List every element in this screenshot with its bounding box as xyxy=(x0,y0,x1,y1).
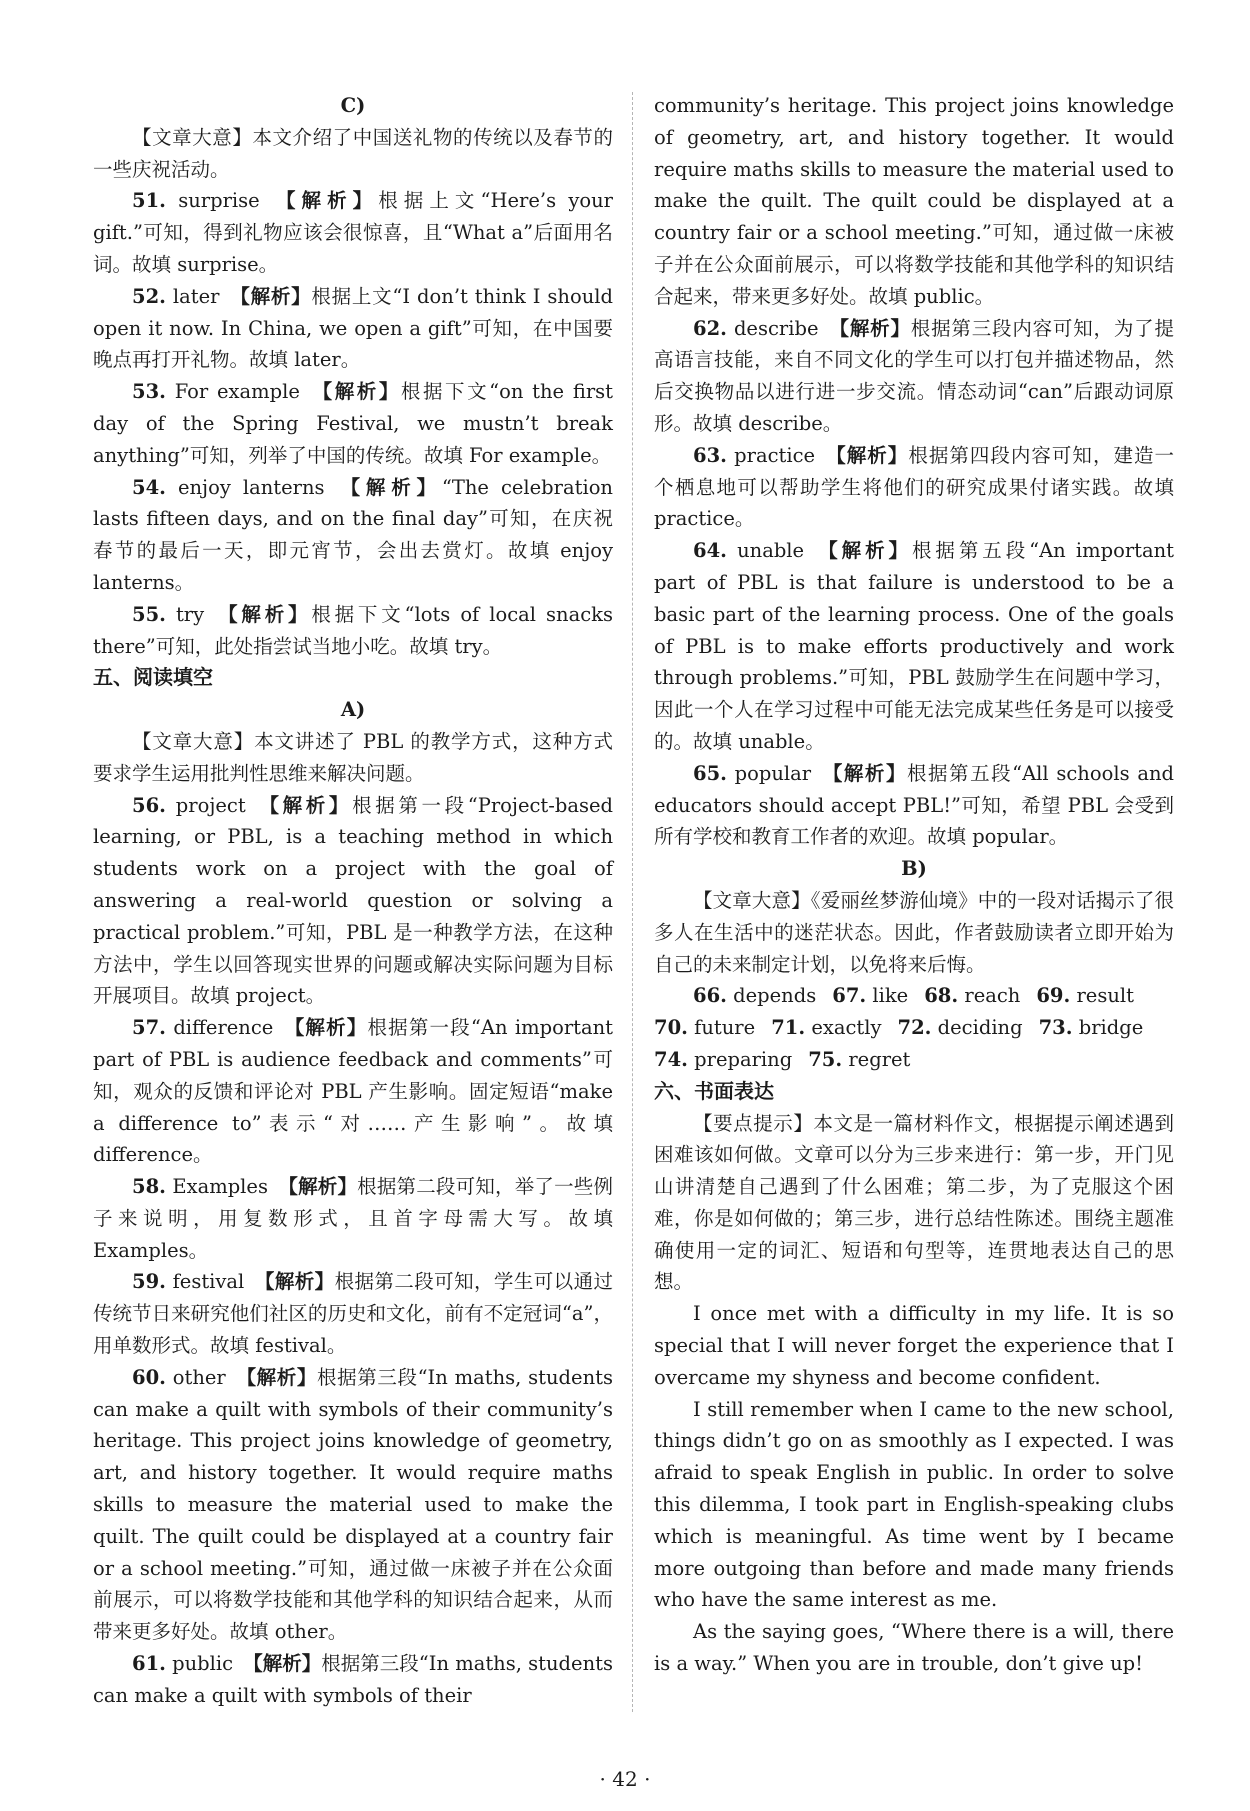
answer-item xyxy=(654,535,1174,758)
answer-pair xyxy=(924,984,1020,1007)
answer-word: regret xyxy=(848,1047,911,1071)
section-6-title: 六、书面表达 xyxy=(654,1078,774,1103)
answer-number: 62. xyxy=(693,316,727,340)
answer-word: enjoy lanterns xyxy=(177,475,325,499)
answer-item xyxy=(93,1266,613,1361)
answer-item xyxy=(93,1012,613,1171)
answer-item xyxy=(654,313,1174,440)
analysis-tag: 【解析】 xyxy=(284,1016,368,1040)
answer-word: practice xyxy=(734,443,816,467)
section-a-answers-continued xyxy=(654,313,1174,854)
section-5-title: 五、阅读填空 xyxy=(93,665,213,690)
analysis-text: 根据第四段内容可知，建造一个栖息地可以帮助学生将他们的研究成果付诸实践。故填 practice。 xyxy=(654,443,1174,531)
answer-pair xyxy=(898,1016,1023,1039)
answer-word: deciding xyxy=(937,1016,1023,1040)
answer-word: try xyxy=(175,602,205,626)
answer-word: public xyxy=(172,1652,234,1676)
answer-word: bridge xyxy=(1078,1016,1144,1040)
essay-paragraph: As the saying goes, “Where there is a will, there is a way.” When you are in trouble, don’t give up! xyxy=(654,1620,1174,1676)
analysis-tag: 【解析】 xyxy=(218,602,312,626)
answer-number: 59. xyxy=(132,1270,166,1294)
answer-pair xyxy=(654,1016,755,1039)
analysis-tag: 【解析】 xyxy=(340,475,442,499)
analysis-tag: 【解析】 xyxy=(254,1270,335,1294)
analysis-tag: 【解析】 xyxy=(826,443,909,467)
answer-number: 55. xyxy=(132,602,166,626)
answer-number: 57. xyxy=(132,1016,166,1040)
answer-word: like xyxy=(872,984,909,1008)
answer-word: festival xyxy=(172,1270,245,1294)
answer-number: 72. xyxy=(897,1016,932,1040)
page-number: · 42 · xyxy=(599,1767,651,1791)
analysis-tag: 【解析】 xyxy=(818,539,912,563)
answer-number: 71. xyxy=(771,1016,806,1040)
answer-word: unable xyxy=(737,539,805,563)
essay-paragraph: I once met with a difficulty in my life. It is so special that I will never forget the experience that I overcame my shyness and become confident. xyxy=(654,1302,1174,1389)
answer-number: 60. xyxy=(132,1365,166,1389)
answer-number: 67. xyxy=(832,984,867,1008)
analysis-tag: 【解析】 xyxy=(275,189,379,213)
analysis-text: 根据第二段可知，举了一些例子来说明，用复数形式，且首字母需大写。故填 Examples。 xyxy=(93,1175,613,1262)
answer-word: surprise xyxy=(178,189,260,213)
answer-item xyxy=(93,376,613,471)
analysis-tag: 【解析】 xyxy=(822,761,907,785)
answer-item xyxy=(93,599,613,663)
analysis-text: 根据第三段内容可知，为了提高语言技能，来自不同文化的学生可以打包并描述物品，然后交换物品以进行进一步交流。情态动词“can”后跟动词原形。故填 describe。 xyxy=(654,316,1174,435)
answer-row xyxy=(654,1044,1174,1076)
answer-word: other xyxy=(172,1365,226,1389)
answer-number: 74. xyxy=(654,1047,688,1071)
section-b-answers xyxy=(654,980,1174,1075)
analysis-tag: 【解析】 xyxy=(829,316,911,340)
analysis-text: 根据上文“Here’s your gift.”可知，得到礼物应该会很惊喜，且“What a”后面用名词。故填 surprise。 xyxy=(93,189,613,276)
analysis-text: 根据第二段可知，学生可以通过传统节日来研究他们社区的历史和文化，前有不定冠词“a”，用单数形式。故填 festival。 xyxy=(93,1270,613,1358)
answer-word: describe xyxy=(733,316,819,340)
answer-number: 53. xyxy=(132,380,166,404)
section-c-answers xyxy=(93,185,613,662)
analysis-text: 根据下文“on the first day of the Spring Festival, we mustn’t break anything”可知，列举了中国的传统。故填 For example。 xyxy=(93,380,614,467)
answer-number: 61. xyxy=(132,1652,166,1676)
answer-word: exactly xyxy=(811,1016,882,1040)
essay-paragraph: I still remember when I came to the new school, things didn’t go on as smoothly as I expected. I was afraid to speak English in public. In order to solve this dilemma, I took part in English-speaking clubs which is meaningful. As time went by I became more outgoing than before and made many friends who have the same interest as me. xyxy=(654,1397,1174,1612)
left-column xyxy=(93,90,613,1712)
answer-number: 75. xyxy=(808,1047,843,1071)
analysis-tag: 【解析】 xyxy=(243,1652,322,1676)
answer-word: preparing xyxy=(694,1047,793,1071)
answer-word: difference xyxy=(173,1016,274,1040)
model-essay xyxy=(654,1298,1174,1680)
answer-word: reach xyxy=(964,984,1021,1008)
section-a-answers xyxy=(93,790,613,1712)
section-c-heading: C) xyxy=(340,94,366,117)
answer-pair xyxy=(1039,1016,1144,1039)
answer-number: 52. xyxy=(132,284,166,308)
answer-number: 54. xyxy=(132,475,166,499)
answer-number: 69. xyxy=(1036,984,1071,1008)
answer-word: later xyxy=(172,284,220,308)
section-b-heading: B) xyxy=(901,857,927,881)
answer-item xyxy=(93,185,613,280)
answer-number: 56. xyxy=(132,793,166,817)
answer-item xyxy=(93,281,613,376)
answer-item xyxy=(93,1171,613,1266)
answer-word: project xyxy=(175,793,246,817)
analysis-text: 根据第一段“Project-based learning, or PBL, is a teaching method in which students work on a project with the goal of answering a real-world question or solving a practical problem.”可知，PBL 是一种教学方法，在这种方法中，学生以回答现实世界的问题或解决实际问题为目标开展项目。故填 project。 xyxy=(93,793,613,1008)
writing-tips: 【要点提示】本文是一篇材料作文，根据提示阐述遇到困难该如何做。文章可以分为三步来进行：第一步，开门见山讲清楚自己遇到了什么困难；第二步，为了克服这个困难，你是如何做的；第三步，进行总结性陈述。围绕主题准确使用一定的词汇、短语和句型等，连贯地表达自己的思想。 xyxy=(654,1111,1174,1294)
answer-number: 64. xyxy=(693,539,727,563)
answer-number: 70. xyxy=(654,1016,688,1040)
answer-number: 73. xyxy=(1038,1016,1073,1040)
right-column xyxy=(654,90,1174,1680)
section-b-summary: 【文章大意】《爱丽丝梦游仙境》中的一段对话揭示了很多人在生活中的迷茫状态。因此，作者鼓励读者立即开始为自己的未来制定计划，以免将来后悔。 xyxy=(654,888,1174,976)
answer-word: Examples xyxy=(172,1175,268,1199)
analysis-text: 根据上文“I don’t think I should open it now. In China, we open a gift”可知，在中国要晚点再打开礼物。故填 later。 xyxy=(93,284,613,372)
analysis-text: 根据第五段“An important part of PBL is that failure is understood to be a basic part of the learning process. One of the goals of PBL is to make efforts productively and work through problems.”可知，PBL 鼓励学生在问题中学习，因此一个人在学习过程中可能无法完成某些任务是可以接受的。故填 unable。 xyxy=(654,539,1174,753)
answer-item xyxy=(654,440,1174,535)
answer-number: 65. xyxy=(693,761,727,785)
answer-number: 58. xyxy=(132,1175,166,1199)
analysis-text: 根据第五段“All schools and educators should accept PBL!”可知，希望 PBL 会受到所有学校和教育工作者的欢迎。故填 popular。 xyxy=(654,761,1174,849)
analysis-tag: 【解析】 xyxy=(236,1365,318,1389)
analysis-text: “The celebration lasts fifteen days, and on the final day”可知，在庆祝春节的最后一天，即元宵节，会出去赏灯。故填 enjoy lanterns。 xyxy=(93,475,613,594)
answer-number: 63. xyxy=(693,443,727,467)
answer-number: 66. xyxy=(693,984,727,1008)
answer-word: result xyxy=(1076,984,1134,1008)
section-a-summary: 【文章大意】本文讲述了 PBL 的教学方式，这种方式要求学生运用批判性思维来解决问题。 xyxy=(93,729,613,785)
answer-row xyxy=(654,980,1174,1012)
column-divider xyxy=(632,92,633,1712)
answer-item xyxy=(93,1648,613,1712)
analysis-text: 根据第一段“An important part of PBL is audience feedback and comments”可知，观众的反馈和评论对 PBL 产生影响。固定短语“make a difference to”表示“对……产生影响”。故填 difference。 xyxy=(93,1016,614,1167)
section-a-heading: A) xyxy=(340,698,366,722)
answer-number: 51. xyxy=(132,189,166,213)
section-c-summary: 【文章大意】本文介绍了中国送礼物的传统以及春节的一些庆祝活动。 xyxy=(93,125,613,181)
analysis-text: 根据第三段“In maths, students can make a quilt with symbols of their community’s heritage. This project joins knowledge of geometry, art, and history together. It would require maths skills to measure the material used to make the quilt. The quilt could be displayed at a country fair or a school meeting.”可知，通过做一床被子并在公众面前展示，可以将数学技能和其他学科的知识结合起来，从而带来更多好处。故填 other。 xyxy=(93,1365,613,1644)
analysis-text: 根据第三段“In maths, students can make a quilt with symbols of their xyxy=(93,1652,613,1707)
answer-word: depends xyxy=(733,984,817,1008)
answer-item xyxy=(93,1362,613,1648)
answer-pair xyxy=(1036,984,1134,1007)
answer-pair xyxy=(654,1048,792,1071)
answer-pair xyxy=(832,984,908,1007)
answer-pair xyxy=(693,984,816,1007)
analysis-text: 根据下文“lots of local snacks there”可知，此处指尝试当地小吃。故填 try。 xyxy=(93,602,613,658)
answer-pair xyxy=(808,1048,910,1071)
answer-item xyxy=(93,472,613,599)
answer-word: For example xyxy=(174,380,300,404)
answer-item xyxy=(654,758,1174,853)
answer-word: popular xyxy=(734,761,812,785)
answer-number: 68. xyxy=(924,984,959,1008)
answer-row xyxy=(654,1012,1174,1044)
analysis-tag: 【解析】 xyxy=(259,793,353,817)
analysis-tag: 【解析】 xyxy=(230,284,312,308)
answer-61-continuation: community’s heritage. This project joins knowledge of geometry, art, and history together. It would require maths skills to measure the material used to make the quilt. The quilt could be displayed at a country fair or a school meeting.”可知，通过做一床被子并在公众面前展示，可以将数学技能和其他学科的知识结合起来，带来更多好处。故填 public。 xyxy=(654,94,1174,308)
analysis-tag: 【解析】 xyxy=(312,380,401,404)
answer-word: future xyxy=(694,1016,756,1040)
answer-item xyxy=(93,790,613,1013)
answer-pair xyxy=(771,1016,881,1039)
analysis-tag: 【解析】 xyxy=(278,1175,358,1199)
